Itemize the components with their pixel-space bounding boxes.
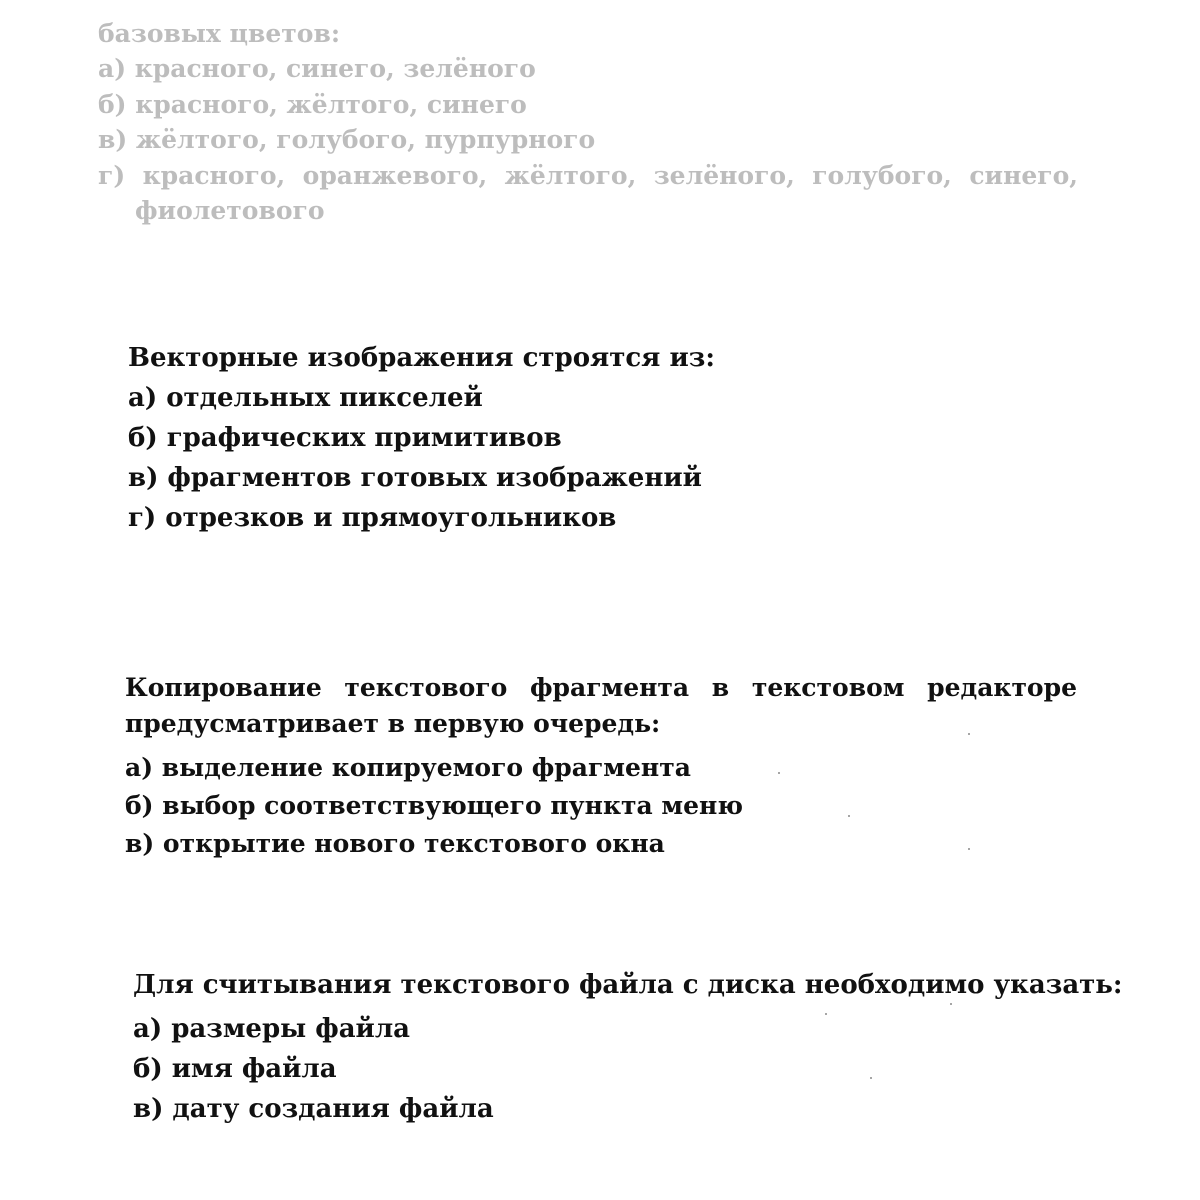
faded-option-d-continuation: фиолетового: [135, 196, 325, 225]
scan-speck: [968, 848, 970, 850]
question-stem-line-1: Копирование текстового фрагмента в текстовом редакторе: [125, 673, 1077, 702]
scan-speck: [950, 1003, 952, 1005]
option-c: в) фрагментов готовых изображений: [128, 463, 702, 493]
option-b: б) имя файла: [133, 1054, 337, 1084]
scan-speck: [848, 815, 850, 817]
option-a: а) отдельных пикселей: [128, 383, 483, 413]
question-stem: Векторные изображения строятся из:: [128, 343, 715, 373]
question-stem: Для считывания текстового файла с диска необходимо указать:: [133, 970, 1123, 1000]
faded-option-d: г) красного, оранжевого, жёлтого, зелёного, голубого, синего,: [98, 160, 1078, 190]
option-c: в) открытие нового текстового окна: [125, 829, 665, 858]
faded-option-c: в) жёлтого, голубого, пурпурного: [98, 125, 596, 154]
option-d: г) отрезков и прямоугольников: [128, 503, 617, 533]
question-vector-images: [128, 338, 715, 538]
option-b: б) выбор соответствующего пункта меню: [125, 791, 743, 820]
question-stem-line-2: предусматривает в первую очередь:: [125, 709, 661, 738]
faded-option-b: б) красного, жёлтого, синего: [98, 89, 527, 119]
scan-speck: [870, 1077, 872, 1079]
faded-option-a: а) красного, синего, зелёного: [98, 54, 536, 83]
question-copy-fragment: [125, 669, 1077, 863]
option-c: в) дату создания файла: [133, 1094, 494, 1124]
scan-speck: [968, 733, 970, 735]
question-read-file: [133, 965, 1123, 1129]
option-b: б) графических примитивов: [128, 423, 562, 453]
option-a: а) размеры файла: [133, 1014, 410, 1044]
option-a: а) выделение копируемого фрагмента: [125, 753, 691, 782]
scan-speck: [778, 772, 780, 774]
faded-question: [98, 0, 1078, 229]
scan-speck: [825, 1013, 827, 1015]
faded-cut-line: [98, 0, 1078, 16]
faded-question-stem: базовых цветов:: [98, 18, 341, 48]
